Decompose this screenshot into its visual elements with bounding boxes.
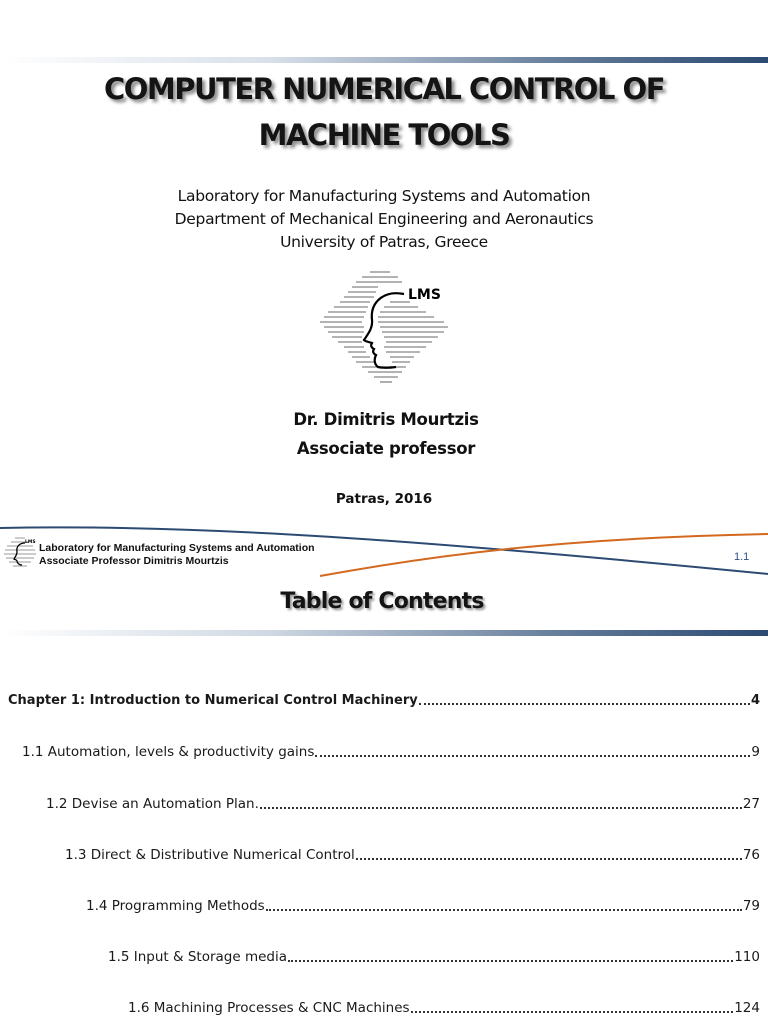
- affiliation-lab: Laboratory for Manufacturing Systems and Automation: [177, 187, 591, 205]
- toc-entry-1-4[interactable]: [86, 898, 760, 914]
- toc-entry-page: 27: [742, 796, 760, 812]
- toc-entry-page: 9: [751, 744, 760, 760]
- toc-leader-dots: [260, 807, 742, 809]
- title-accent-bar: [0, 57, 768, 63]
- toc-leader-dots: [419, 703, 750, 705]
- toc-entry-1-2[interactable]: [46, 796, 760, 812]
- lms-logo-text: LMS: [408, 287, 441, 303]
- toc-entry-label: 1.6 Machining Processes & CNC Machines: [128, 1000, 410, 1016]
- footer-lab-name: Laboratory for Manufacturing Systems and Automation: [39, 542, 315, 554]
- affiliation-university: University of Patras, Greece: [280, 233, 488, 251]
- toc-entry-page: 79: [742, 898, 760, 914]
- toc-accent-bar: [0, 630, 768, 636]
- toc-entry-label: 1.4 Programming Methods: [86, 898, 265, 914]
- author-name: Dr. Dimitris Mourtzis: [293, 410, 479, 429]
- lms-logo: [318, 268, 453, 388]
- toc-entry-1-6[interactable]: [128, 1000, 760, 1016]
- toc-leader-dots: [266, 909, 742, 911]
- footer-lms-logo: [3, 535, 37, 571]
- place-date: Patras, 2016: [335, 491, 433, 507]
- toc-entry-page: 124: [734, 1000, 760, 1016]
- toc-entry-1-1[interactable]: [22, 744, 760, 760]
- toc-entry-1-5[interactable]: [108, 949, 760, 965]
- toc-entry-label: 1.1 Automation, levels & productivity gains: [22, 744, 315, 760]
- toc-entry-label: Chapter 1: Introduction to Numerical Control Machinery: [8, 693, 418, 708]
- toc-leader-dots: [288, 960, 733, 962]
- slide-number: 1.1: [734, 551, 750, 563]
- toc-title: Table of Contents: [280, 589, 484, 614]
- presentation-title-line-2: MACHINE TOOLS: [258, 118, 510, 152]
- affiliation-department: Department of Mechanical Engineering and Aeronautics: [174, 210, 594, 228]
- toc-leader-dots: [356, 858, 742, 860]
- toc-entry-page: 110: [734, 949, 760, 965]
- footer-professor: Associate Professor Dimitris Mourtzis: [39, 555, 229, 567]
- presentation-title-line-1: COMPUTER NUMERICAL CONTROL OF: [103, 72, 665, 106]
- author-role: Associate professor: [296, 439, 476, 458]
- toc-entry-label: 1.5 Input & Storage media: [108, 949, 287, 965]
- toc-entry-chapter-1[interactable]: [8, 693, 760, 708]
- toc-entry-1-3[interactable]: [65, 847, 760, 863]
- toc-entry-page: 4: [750, 693, 760, 708]
- toc-entry-page: 76: [742, 847, 760, 863]
- footer-logo-text: LMS: [25, 540, 36, 545]
- toc-entry-label: 1.3 Direct & Distributive Numerical Control: [65, 847, 355, 863]
- toc-leader-dots: [411, 1011, 734, 1013]
- toc-entry-label: 1.2 Devise an Automation Plan.: [46, 796, 259, 812]
- toc-leader-dots: [315, 755, 750, 757]
